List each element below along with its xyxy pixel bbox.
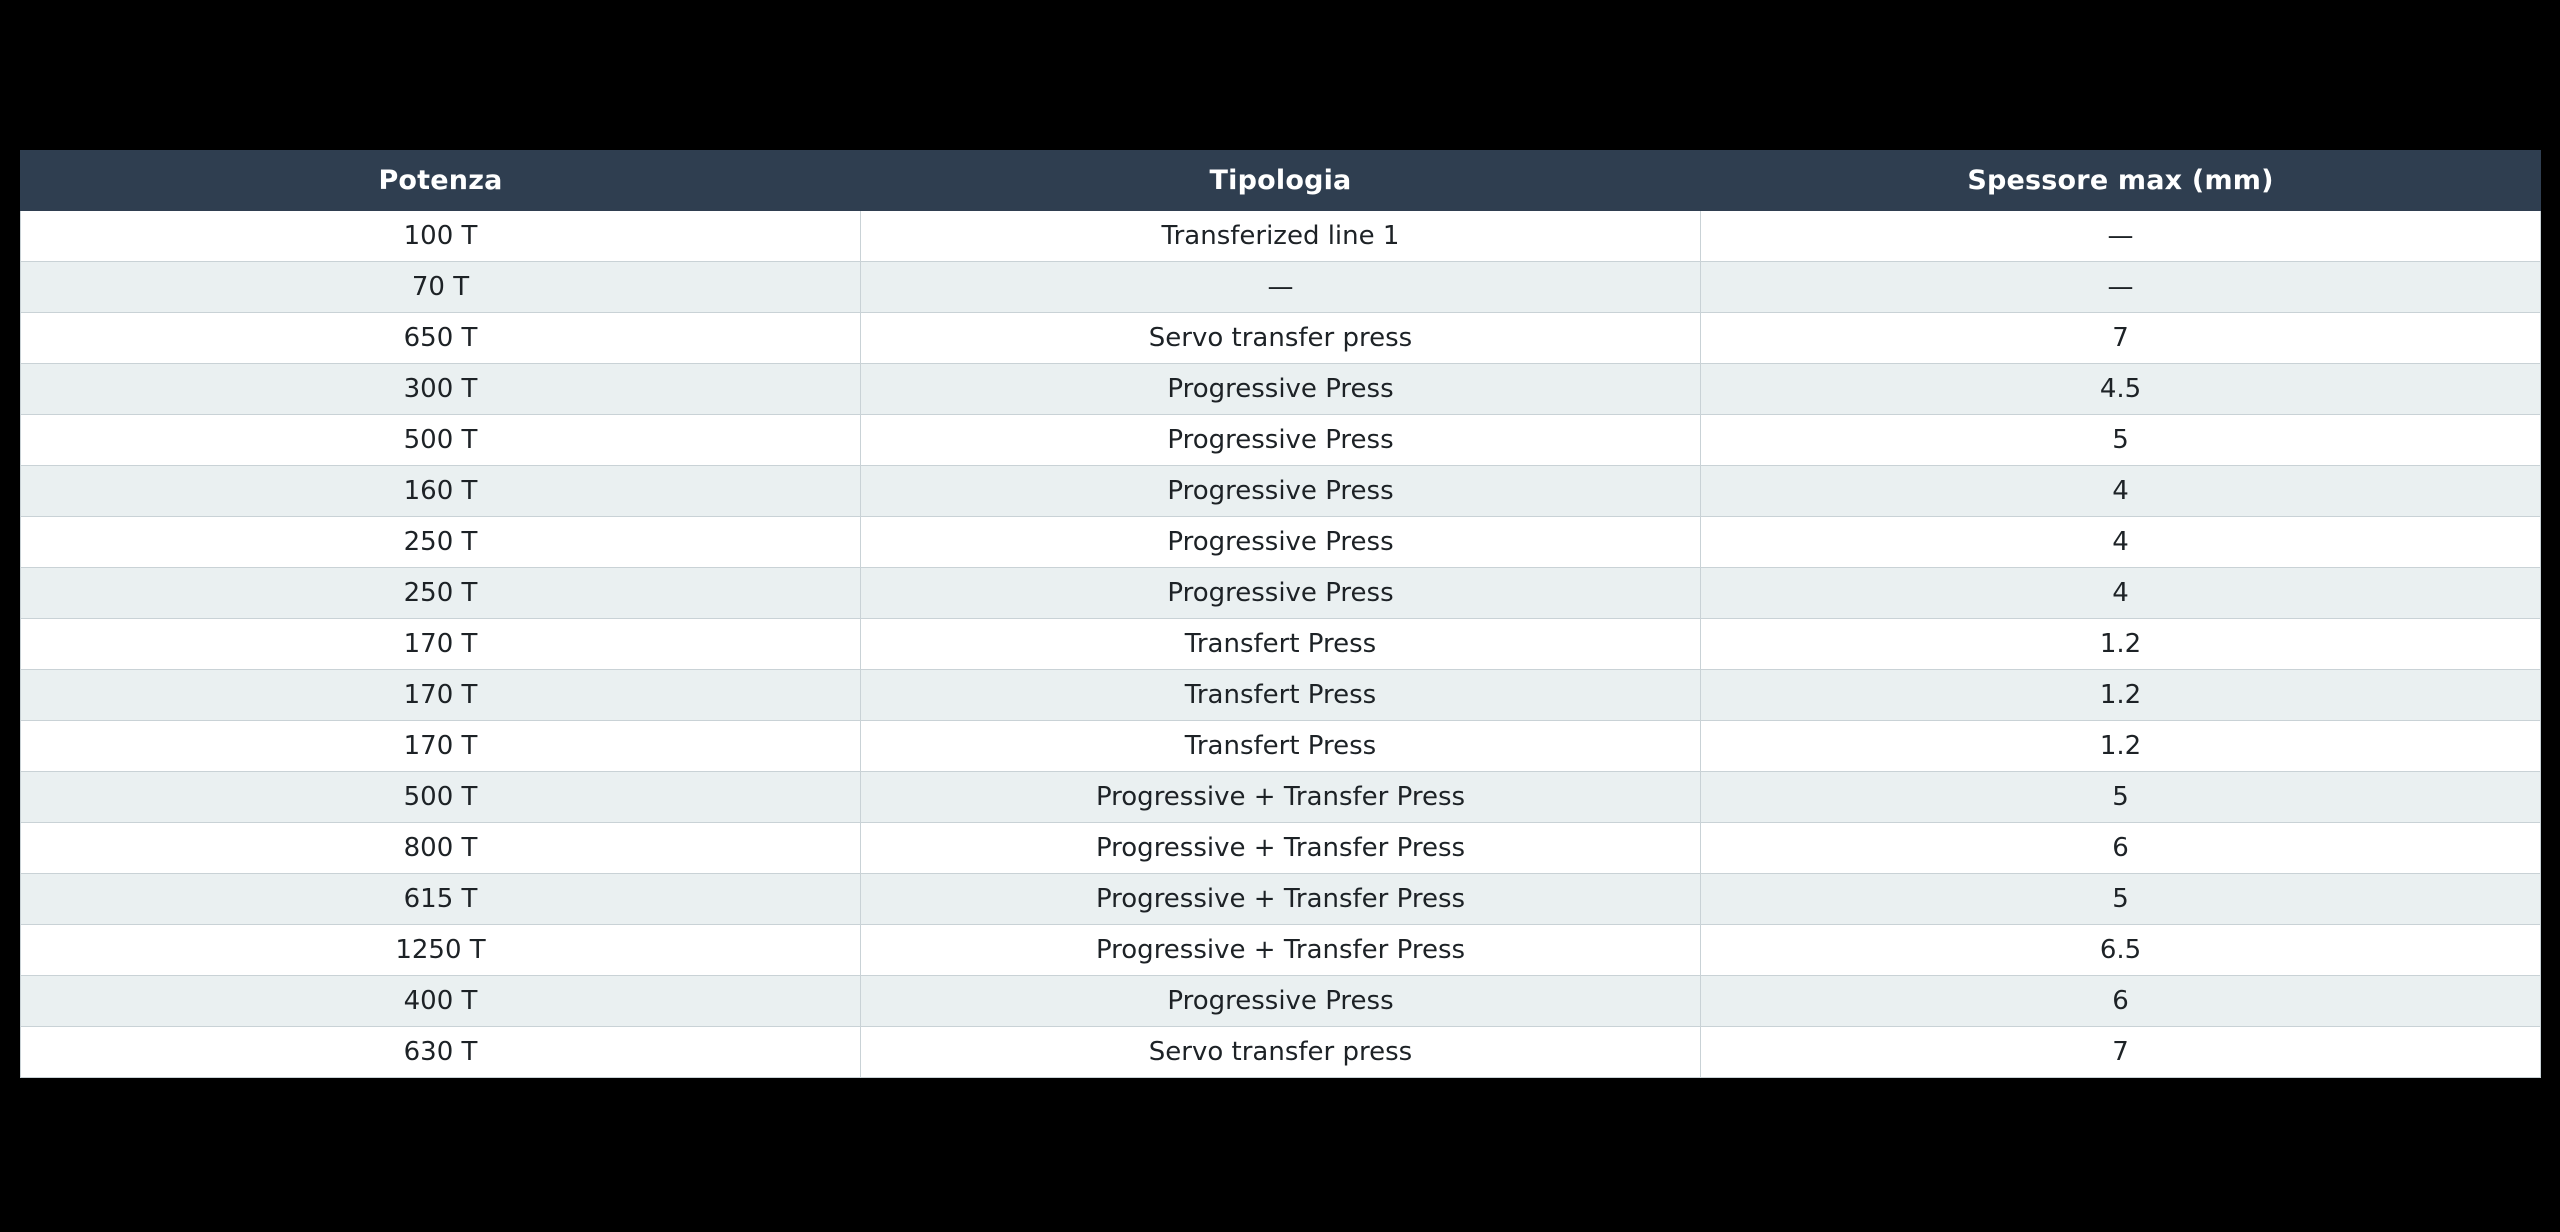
table-row (21, 619, 2541, 670)
table-header-row (21, 151, 2541, 211)
cell-potenza: 170 T (21, 670, 861, 721)
cell-tipologia: Transfert Press (861, 670, 1701, 721)
column-header-tipologia: Tipologia (861, 151, 1701, 211)
cell-tipologia: Progressive Press (861, 976, 1701, 1027)
cell-tipologia: Servo transfer press (861, 313, 1701, 364)
cell-potenza: 400 T (21, 976, 861, 1027)
table-row (21, 364, 2541, 415)
cell-potenza: 70 T (21, 262, 861, 313)
cell-spessore: 4 (1701, 568, 2541, 619)
table-row (21, 415, 2541, 466)
cell-potenza: 800 T (21, 823, 861, 874)
table-row (21, 466, 2541, 517)
cell-spessore: 6.5 (1701, 925, 2541, 976)
cell-tipologia: Progressive Press (861, 568, 1701, 619)
cell-tipologia: Progressive + Transfer Press (861, 925, 1701, 976)
table-row (21, 772, 2541, 823)
cell-spessore: — (1701, 262, 2541, 313)
table-row (21, 313, 2541, 364)
table-row (21, 262, 2541, 313)
cell-spessore: 7 (1701, 313, 2541, 364)
cell-spessore: 1.2 (1701, 721, 2541, 772)
press-specifications-table-container (20, 150, 2540, 1078)
cell-potenza: 250 T (21, 517, 861, 568)
cell-tipologia: Progressive Press (861, 517, 1701, 568)
cell-spessore: 5 (1701, 874, 2541, 925)
cell-potenza: 300 T (21, 364, 861, 415)
cell-potenza: 170 T (21, 619, 861, 670)
cell-potenza: 160 T (21, 466, 861, 517)
cell-spessore: 7 (1701, 1027, 2541, 1078)
cell-spessore: 6 (1701, 976, 2541, 1027)
table-row (21, 670, 2541, 721)
cell-potenza: 250 T (21, 568, 861, 619)
cell-tipologia: Progressive + Transfer Press (861, 772, 1701, 823)
cell-potenza: 100 T (21, 211, 861, 262)
table-row (21, 874, 2541, 925)
cell-spessore: 4.5 (1701, 364, 2541, 415)
cell-spessore: 1.2 (1701, 619, 2541, 670)
cell-spessore: 4 (1701, 466, 2541, 517)
column-header-potenza: Potenza (21, 151, 861, 211)
cell-tipologia: Progressive + Transfer Press (861, 823, 1701, 874)
cell-potenza: 500 T (21, 415, 861, 466)
cell-tipologia: Servo transfer press (861, 1027, 1701, 1078)
cell-tipologia: Progressive Press (861, 466, 1701, 517)
cell-potenza: 170 T (21, 721, 861, 772)
cell-spessore: 1.2 (1701, 670, 2541, 721)
table-row (21, 211, 2541, 262)
table-row (21, 823, 2541, 874)
column-header-spessore-max: Spessore max (mm) (1701, 151, 2541, 211)
cell-potenza: 650 T (21, 313, 861, 364)
cell-tipologia: Transferized line 1 (861, 211, 1701, 262)
cell-tipologia: Transfert Press (861, 619, 1701, 670)
cell-tipologia: — (861, 262, 1701, 313)
cell-potenza: 630 T (21, 1027, 861, 1078)
table-row (21, 517, 2541, 568)
cell-potenza: 500 T (21, 772, 861, 823)
cell-tipologia: Progressive Press (861, 364, 1701, 415)
cell-spessore: 4 (1701, 517, 2541, 568)
cell-spessore: 6 (1701, 823, 2541, 874)
press-specifications-table (20, 150, 2541, 1078)
cell-potenza: 1250 T (21, 925, 861, 976)
cell-tipologia: Progressive + Transfer Press (861, 874, 1701, 925)
table-row (21, 1027, 2541, 1078)
table-body (21, 211, 2541, 1078)
cell-tipologia: Progressive Press (861, 415, 1701, 466)
cell-tipologia: Transfert Press (861, 721, 1701, 772)
table-row (21, 976, 2541, 1027)
table-row (21, 925, 2541, 976)
cell-spessore: — (1701, 211, 2541, 262)
cell-potenza: 615 T (21, 874, 861, 925)
table-header (21, 151, 2541, 211)
cell-spessore: 5 (1701, 772, 2541, 823)
cell-spessore: 5 (1701, 415, 2541, 466)
table-row (21, 568, 2541, 619)
table-row (21, 721, 2541, 772)
